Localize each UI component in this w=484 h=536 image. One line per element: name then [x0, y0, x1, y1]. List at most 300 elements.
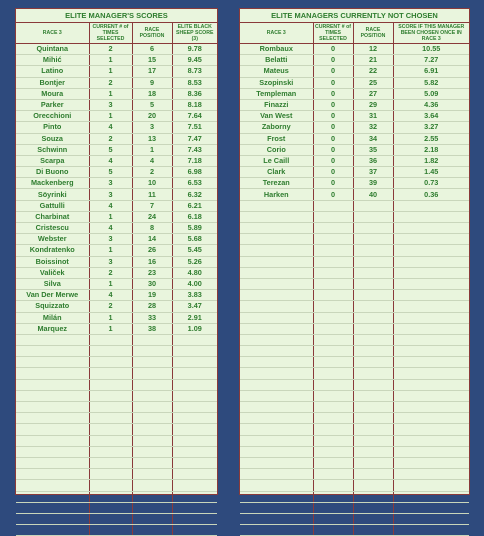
manager-name-cell [16, 446, 89, 457]
table-row [16, 122, 217, 133]
manager-name-cell: Le Caill [240, 155, 313, 166]
manager-name-cell [240, 513, 313, 524]
empty-row [240, 402, 469, 413]
table-row [240, 167, 469, 178]
times-selected-cell [313, 435, 353, 446]
race-position-cell [353, 525, 393, 536]
empty-row [16, 424, 217, 435]
race-position-cell [132, 469, 172, 480]
race-position-cell: 3 [132, 122, 172, 133]
manager-name-cell [16, 525, 89, 536]
table-row [240, 77, 469, 88]
race-position-cell: 30 [132, 278, 172, 289]
empty-row [16, 502, 217, 513]
manager-name-cell: Van West [240, 111, 313, 122]
score-cell [172, 334, 217, 345]
times-selected-cell [313, 312, 353, 323]
score-cell: 9.45 [172, 55, 217, 66]
col-header-race: RACE 3 [240, 23, 313, 44]
race-position-cell [353, 223, 393, 234]
race-position-cell [132, 480, 172, 491]
table-row [16, 323, 217, 334]
times-selected-cell [313, 223, 353, 234]
manager-name-cell [240, 390, 313, 401]
times-selected-cell [313, 446, 353, 457]
score-cell [393, 424, 469, 435]
times-selected-cell [313, 402, 353, 413]
score-cell [393, 357, 469, 368]
manager-name-cell [240, 525, 313, 536]
manager-name-cell: Valiček [16, 267, 89, 278]
score-cell: 3.83 [172, 290, 217, 301]
empty-row [16, 491, 217, 502]
manager-name-cell [240, 491, 313, 502]
race-position-cell [132, 457, 172, 468]
manager-name-cell: Boissinot [16, 256, 89, 267]
race-position-cell [132, 435, 172, 446]
empty-row [240, 491, 469, 502]
times-selected-cell: 1 [89, 211, 132, 222]
score-cell [393, 346, 469, 357]
elite-scores-body [16, 44, 217, 536]
score-cell: 9.78 [172, 44, 217, 55]
race-position-cell: 40 [353, 189, 393, 200]
times-selected-cell [313, 200, 353, 211]
score-cell: 5.68 [172, 234, 217, 245]
score-cell: 8.53 [172, 77, 217, 88]
score-cell: 6.91 [393, 66, 469, 77]
manager-name-cell [240, 469, 313, 480]
score-cell [172, 502, 217, 513]
race-position-cell: 11 [132, 189, 172, 200]
manager-name-cell [240, 435, 313, 446]
empty-row [240, 278, 469, 289]
score-cell [393, 435, 469, 446]
times-selected-cell: 0 [313, 99, 353, 110]
times-selected-cell [89, 491, 132, 502]
manager-name-cell [240, 502, 313, 513]
times-selected-cell: 2 [89, 301, 132, 312]
score-cell [393, 469, 469, 480]
race-position-cell [353, 200, 393, 211]
table-row [240, 133, 469, 144]
race-position-cell: 32 [353, 122, 393, 133]
score-cell [393, 480, 469, 491]
manager-name-cell: Schwinn [16, 144, 89, 155]
times-selected-cell [89, 368, 132, 379]
race-position-cell [353, 413, 393, 424]
score-cell [172, 424, 217, 435]
race-position-cell [353, 290, 393, 301]
table-row [240, 111, 469, 122]
times-selected-cell: 0 [313, 77, 353, 88]
times-selected-cell: 3 [89, 234, 132, 245]
table-row [16, 211, 217, 222]
manager-name-cell: Harken [240, 189, 313, 200]
score-cell [393, 200, 469, 211]
times-selected-cell [313, 301, 353, 312]
manager-name-cell: Finazzi [240, 99, 313, 110]
score-cell [172, 379, 217, 390]
manager-name-cell: Rombaux [240, 44, 313, 55]
manager-name-cell: Milán [16, 312, 89, 323]
manager-name-cell [240, 480, 313, 491]
score-cell [172, 457, 217, 468]
score-cell [172, 435, 217, 446]
times-selected-cell: 1 [89, 55, 132, 66]
empty-row [240, 357, 469, 368]
times-selected-cell [313, 480, 353, 491]
times-selected-cell: 0 [313, 178, 353, 189]
manager-name-cell: Zaborny [240, 122, 313, 133]
manager-name-cell: Van Der Merwe [16, 290, 89, 301]
table-row [16, 301, 217, 312]
score-cell: 3.47 [172, 301, 217, 312]
times-selected-cell [89, 457, 132, 468]
race-position-cell [353, 446, 393, 457]
manager-name-cell [16, 480, 89, 491]
times-selected-cell [313, 457, 353, 468]
elite-scores-table [16, 23, 217, 536]
manager-name-cell: Pinto [16, 122, 89, 133]
times-selected-cell [313, 502, 353, 513]
times-selected-cell [89, 469, 132, 480]
score-cell: 5.45 [172, 245, 217, 256]
times-selected-cell: 0 [313, 189, 353, 200]
score-cell: 6.21 [172, 200, 217, 211]
table-row [16, 77, 217, 88]
times-selected-cell: 1 [89, 323, 132, 334]
score-cell [172, 390, 217, 401]
manager-name-cell: Mackenberg [16, 178, 89, 189]
race-position-cell: 4 [132, 155, 172, 166]
manager-name-cell [240, 290, 313, 301]
score-cell: 7.43 [172, 144, 217, 155]
manager-name-cell [16, 402, 89, 413]
empty-row [240, 513, 469, 524]
score-cell [393, 513, 469, 524]
manager-name-cell: Clark [240, 167, 313, 178]
table-row [240, 122, 469, 133]
times-selected-cell [313, 379, 353, 390]
empty-row [240, 457, 469, 468]
score-cell [172, 402, 217, 413]
race-position-cell: 39 [353, 178, 393, 189]
score-cell: 8.36 [172, 88, 217, 99]
score-cell: 5.82 [393, 77, 469, 88]
table-row [240, 88, 469, 99]
race-position-cell [132, 357, 172, 368]
empty-row [16, 469, 217, 480]
times-selected-cell: 5 [89, 167, 132, 178]
race-position-cell [132, 379, 172, 390]
empty-row [240, 312, 469, 323]
score-cell [393, 379, 469, 390]
race-position-cell: 17 [132, 66, 172, 77]
race-position-cell: 27 [353, 88, 393, 99]
race-position-cell [132, 446, 172, 457]
race-position-cell: 29 [353, 99, 393, 110]
race-position-cell: 1 [132, 144, 172, 155]
table-row [240, 189, 469, 200]
manager-name-cell [240, 278, 313, 289]
empty-row [240, 424, 469, 435]
times-selected-cell: 4 [89, 122, 132, 133]
score-cell: 2.55 [393, 133, 469, 144]
header-row [240, 23, 469, 44]
table-row [16, 55, 217, 66]
empty-row [240, 234, 469, 245]
score-cell: 1.09 [172, 323, 217, 334]
table-row [240, 155, 469, 166]
times-selected-cell: 2 [89, 267, 132, 278]
race-position-cell [353, 256, 393, 267]
score-cell [393, 211, 469, 222]
times-selected-cell: 1 [89, 66, 132, 77]
times-selected-cell [313, 278, 353, 289]
times-selected-cell [313, 245, 353, 256]
table-row [240, 66, 469, 77]
times-selected-cell [89, 446, 132, 457]
score-cell [393, 390, 469, 401]
times-selected-cell: 0 [313, 167, 353, 178]
empty-row [240, 368, 469, 379]
times-selected-cell: 4 [89, 290, 132, 301]
score-cell [393, 256, 469, 267]
manager-name-cell [16, 390, 89, 401]
times-selected-cell: 2 [89, 133, 132, 144]
times-selected-cell: 0 [313, 111, 353, 122]
times-selected-cell [313, 267, 353, 278]
table-row [16, 66, 217, 77]
manager-name-cell: Gattulli [16, 200, 89, 211]
empty-row [240, 301, 469, 312]
race-position-cell: 35 [353, 144, 393, 155]
race-position-cell: 34 [353, 133, 393, 144]
score-cell: 4.80 [172, 267, 217, 278]
times-selected-cell [89, 525, 132, 536]
race-position-cell [132, 390, 172, 401]
manager-name-cell [16, 357, 89, 368]
empty-row [240, 267, 469, 278]
score-cell: 7.64 [172, 111, 217, 122]
table-row [16, 290, 217, 301]
times-selected-cell: 1 [89, 245, 132, 256]
manager-name-cell [240, 413, 313, 424]
race-position-cell: 20 [132, 111, 172, 122]
table-row [240, 55, 469, 66]
race-position-cell: 2 [132, 167, 172, 178]
empty-row [240, 323, 469, 334]
score-cell: 3.64 [393, 111, 469, 122]
manager-name-cell [16, 346, 89, 357]
empty-row [240, 435, 469, 446]
manager-name-cell: Moura [16, 88, 89, 99]
race-position-cell [353, 502, 393, 513]
race-position-cell [353, 480, 393, 491]
times-selected-cell: 0 [313, 144, 353, 155]
manager-name-cell: Kondratenko [16, 245, 89, 256]
table-row [16, 312, 217, 323]
score-cell [393, 457, 469, 468]
times-selected-cell [89, 334, 132, 345]
empty-row [16, 513, 217, 524]
race-position-cell: 7 [132, 200, 172, 211]
times-selected-cell [313, 234, 353, 245]
times-selected-cell [89, 513, 132, 524]
score-cell: 6.98 [172, 167, 217, 178]
score-cell [393, 446, 469, 457]
empty-row [16, 390, 217, 401]
score-cell: 7.47 [172, 133, 217, 144]
times-selected-cell [313, 211, 353, 222]
manager-name-cell: Belatti [240, 55, 313, 66]
manager-name-cell: Marquez [16, 323, 89, 334]
empty-row [240, 223, 469, 234]
table-row [16, 245, 217, 256]
manager-name-cell: Mihić [16, 55, 89, 66]
table-row [16, 189, 217, 200]
manager-name-cell: Mateus [240, 66, 313, 77]
empty-row [240, 334, 469, 345]
times-selected-cell: 2 [89, 77, 132, 88]
empty-row [16, 457, 217, 468]
score-cell: 1.45 [393, 167, 469, 178]
manager-name-cell [16, 368, 89, 379]
times-selected-cell [313, 390, 353, 401]
col-header-times-selected: CURRENT # of TIMES SELECTED [314, 24, 352, 42]
race-position-cell [132, 413, 172, 424]
score-cell: 4.36 [393, 99, 469, 110]
race-position-cell [353, 368, 393, 379]
race-position-cell: 31 [353, 111, 393, 122]
empty-row [240, 502, 469, 513]
empty-row [16, 413, 217, 424]
score-cell [172, 525, 217, 536]
times-selected-cell: 0 [313, 55, 353, 66]
score-cell: 0.73 [393, 178, 469, 189]
score-cell: 7.51 [172, 122, 217, 133]
race-position-cell: 37 [353, 167, 393, 178]
score-cell [393, 267, 469, 278]
times-selected-cell: 0 [313, 88, 353, 99]
race-position-cell: 10 [132, 178, 172, 189]
manager-name-cell [16, 334, 89, 345]
times-selected-cell [313, 469, 353, 480]
times-selected-cell: 3 [89, 189, 132, 200]
manager-name-cell: Scarpa [16, 155, 89, 166]
race-position-cell [132, 513, 172, 524]
elite-scores-panel [15, 8, 218, 495]
manager-name-cell [240, 346, 313, 357]
manager-name-cell [240, 200, 313, 211]
race-position-cell: 19 [132, 290, 172, 301]
times-selected-cell: 0 [313, 133, 353, 144]
empty-row [16, 346, 217, 357]
times-selected-cell: 1 [89, 88, 132, 99]
race-position-cell [132, 346, 172, 357]
empty-row [16, 368, 217, 379]
score-cell [172, 491, 217, 502]
manager-name-cell [240, 402, 313, 413]
table-row [240, 99, 469, 110]
score-cell: 6.18 [172, 211, 217, 222]
table-row [16, 144, 217, 155]
empty-row [16, 402, 217, 413]
manager-name-cell: Terezan [240, 178, 313, 189]
col-header-times-selected: CURRENT # of TIMES SELECTED [89, 23, 132, 44]
empty-row [16, 525, 217, 536]
score-cell [393, 223, 469, 234]
manager-name-cell [240, 457, 313, 468]
manager-name-cell [240, 334, 313, 345]
race-position-cell: 33 [132, 312, 172, 323]
score-cell: 1.82 [393, 155, 469, 166]
race-position-cell [353, 211, 393, 222]
score-cell [393, 334, 469, 345]
race-position-cell [353, 245, 393, 256]
score-cell [172, 446, 217, 457]
not-chosen-panel [239, 8, 470, 495]
score-cell: 4.00 [172, 278, 217, 289]
times-selected-cell: 1 [89, 312, 132, 323]
score-cell: 8.18 [172, 99, 217, 110]
race-position-cell: 25 [353, 77, 393, 88]
empty-row [16, 357, 217, 368]
times-selected-cell [313, 424, 353, 435]
manager-name-cell [240, 312, 313, 323]
times-selected-cell [313, 491, 353, 502]
manager-name-cell: Templeman [240, 88, 313, 99]
race-position-cell [132, 502, 172, 513]
table-row [16, 178, 217, 189]
times-selected-cell [89, 413, 132, 424]
table-row [16, 256, 217, 267]
score-cell [393, 290, 469, 301]
race-position-cell [353, 323, 393, 334]
times-selected-cell [89, 480, 132, 491]
race-position-cell [353, 267, 393, 278]
score-cell: 10.55 [393, 44, 469, 55]
manager-name-cell [240, 379, 313, 390]
times-selected-cell [89, 357, 132, 368]
score-cell [172, 480, 217, 491]
race-position-cell [132, 424, 172, 435]
manager-name-cell [16, 424, 89, 435]
race-position-cell [132, 334, 172, 345]
times-selected-cell [313, 346, 353, 357]
table-row [16, 111, 217, 122]
race-position-cell [353, 334, 393, 345]
score-cell [393, 491, 469, 502]
empty-row [240, 211, 469, 222]
times-selected-cell [89, 435, 132, 446]
times-selected-cell: 4 [89, 200, 132, 211]
times-selected-cell [89, 402, 132, 413]
score-cell: 2.91 [172, 312, 217, 323]
empty-row [240, 256, 469, 267]
empty-row [16, 446, 217, 457]
score-cell [172, 357, 217, 368]
manager-name-cell [16, 413, 89, 424]
score-cell [393, 502, 469, 513]
race-position-cell [353, 457, 393, 468]
table-row [240, 178, 469, 189]
score-cell [393, 402, 469, 413]
manager-name-cell: Charbinat [16, 211, 89, 222]
times-selected-cell [89, 346, 132, 357]
manager-name-cell [240, 301, 313, 312]
